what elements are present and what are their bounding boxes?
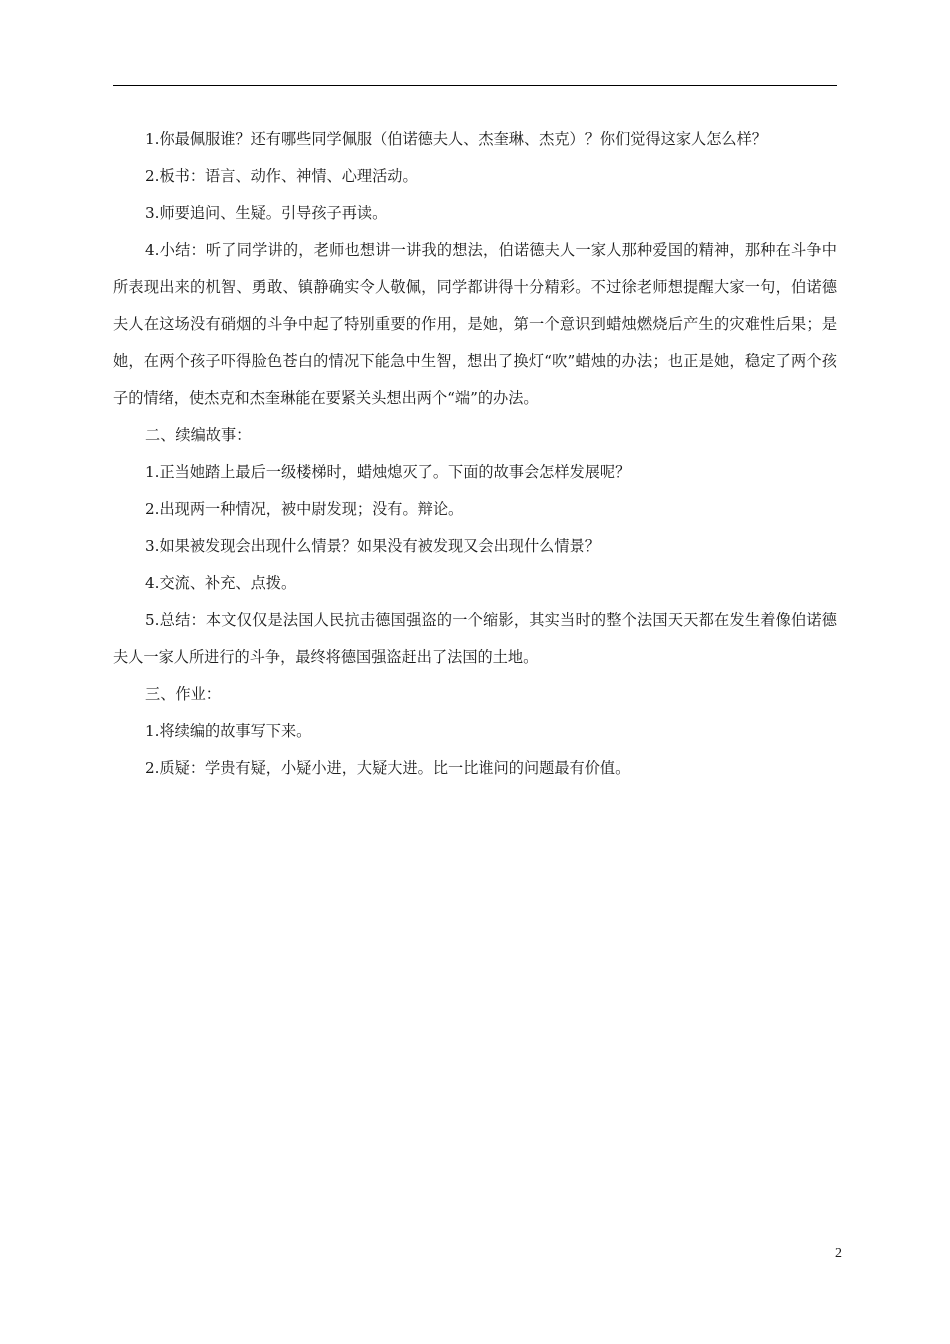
body-text [113, 121, 837, 787]
page-number: 2 [835, 1246, 842, 1261]
header-rule [113, 85, 837, 86]
paragraph-question-admire: 1.你最佩服谁？还有哪些同学佩服（伯诺德夫人、杰奎琳、杰克）？你们觉得这家人怎么样？ [145, 130, 767, 148]
section-heading-homework: 三、作业： [145, 685, 221, 703]
paragraph-conclusion: 5.总结：本文仅仅是法国人民抗击德国强盗的一个缩影，其实当时的整个法国天天都在发生着像伯诺德夫人一家人所进行的斗争，最终将德国强盗赶出了法国的土地。 [113, 611, 837, 666]
paragraph-summary: 4.小结：听了同学讲的，老师也想讲一讲我的想法，伯诺德夫人一家人那种爱国的精神，那种在斗争中所表现出来的机智、勇敢、镇静确实令人敬佩，同学都讲得十分精彩。不过徐老师想提醒大家一句，伯诺德夫人在这场没有硝烟的斗争中起了特别重要的作用，是她，第一个意识到蜡烛燃烧后产生的灾难性后果；是她，在两个孩子吓得脸色苍白的情况下能急中生智，想出了换灯“吹”蜡烛的办法；也正是她，稳定了两个孩子的情绪，使杰克和杰奎琳能在要紧关头想出两个“端”的办法。 [113, 241, 837, 407]
paragraph-two-cases: 2.出现两一种情况，被中尉发现；没有。辩论。 [145, 500, 464, 518]
paragraph-homework-question: 2.质疑：学贵有疑，小疑小进，大疑大进。比一比谁问的问题最有价值。 [145, 759, 631, 777]
paragraph-discuss: 4.交流、补充、点拨。 [145, 574, 297, 592]
paragraph-homework-write: 1.将续编的故事写下来。 [145, 722, 312, 740]
section-heading-continue-story: 二、续编故事： [145, 426, 252, 444]
paragraph-candle-out: 1.正当她踏上最后一级楼梯时，蜡烛熄灭了。下面的故事会怎样发展呢？ [145, 463, 631, 481]
paragraph-blackboard: 2.板书：语言、动作、神情、心理活动。 [145, 167, 418, 185]
paragraph-teacher-guide: 3.师要追问、生疑。引导孩子再读。 [145, 204, 388, 222]
paragraph-scenarios: 3.如果被发现会出现什么情景？如果没有被发现又会出现什么情景？ [145, 537, 600, 555]
